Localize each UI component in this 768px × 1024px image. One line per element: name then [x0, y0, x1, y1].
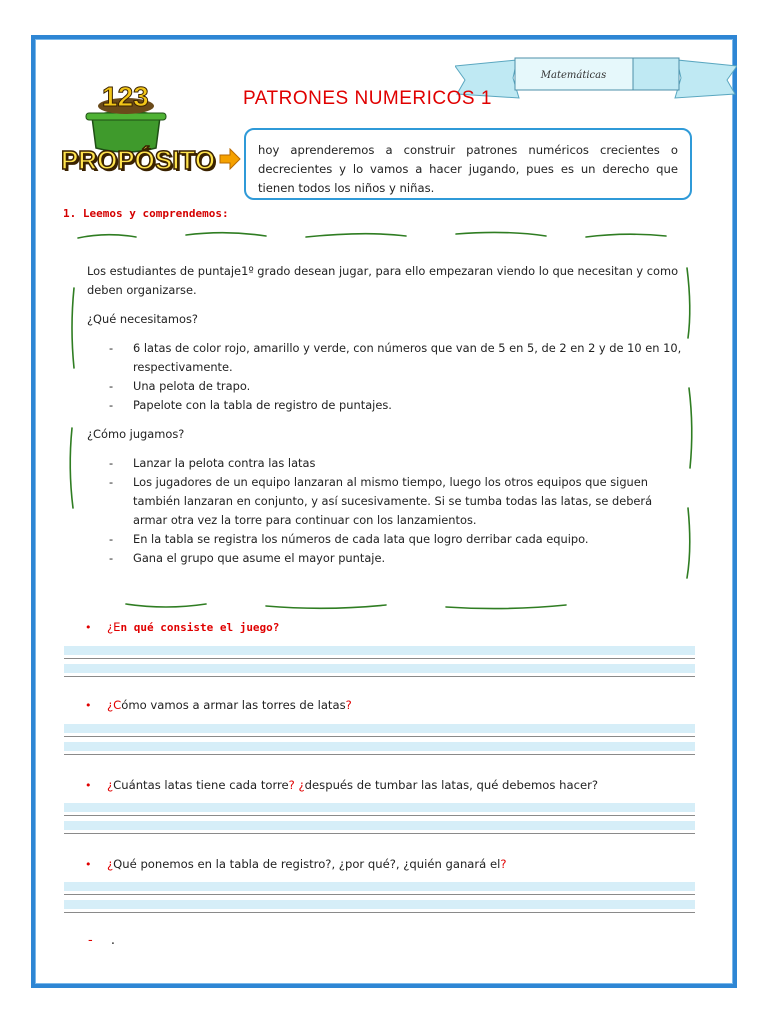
bullet-icon: • — [85, 699, 92, 712]
reading-text — [87, 262, 684, 578]
list-item: - Gana el grupo que asume el mayor puntaje. — [109, 551, 386, 565]
need-list — [87, 339, 684, 415]
answer-lines-3[interactable] — [64, 803, 695, 839]
arrow-right-icon — [219, 148, 241, 170]
final-dash: - — [88, 933, 93, 948]
purpose-box: hoy aprenderemos a construir patrones numéricos crecientes o decrecientes y lo vamos a hacer jugando, pues es un derecho que tienen todos los niños y niñas. — [244, 128, 692, 200]
section-heading: 1. Leemos y comprendemos: — [63, 207, 229, 220]
list-item: - En la tabla se registra los números de cada lata que logro derribar cada equipo. — [109, 532, 589, 546]
list-item: - Lanzar la pelota contra las latas — [109, 456, 316, 470]
bullet-icon: • — [85, 858, 92, 871]
list-item: - 6 latas de color rojo, amarillo y verde, con números que van de 5 en 5, de 2 en 2 y de 10 en 10, respectivamente. — [109, 341, 682, 374]
need-question: ¿Qué necesitamos? — [87, 312, 198, 326]
list-item: - Los jugadores de un equipo lanzaran al mismo tiempo, luego los otros equipos que siguen también lanzaran en conjunto, y así sucesivamente. Si se tumba todas las latas, se deberá armar otra vez la torre para continuar con los lanzamientos. — [109, 475, 653, 527]
play-question: ¿Cómo jugamos? — [87, 427, 185, 441]
question-3: • ¿Cuántas latas tiene cada torre? ¿después de tumbar las latas, qué debemos hacer? — [85, 778, 598, 792]
list-item: - Una pelota de trapo. — [109, 379, 251, 393]
answer-lines-4[interactable] — [64, 882, 695, 918]
final-item — [88, 933, 115, 948]
list-item: - Papelote con la tabla de registro de puntajes. — [109, 398, 392, 412]
final-dot: . — [110, 933, 115, 948]
question-4: • ¿Qué ponemos en la tabla de registro?, ¿por qué?, ¿quién ganará el? — [85, 857, 507, 871]
bullet-icon: • — [85, 779, 92, 792]
subject-label: Matemáticas — [540, 69, 607, 81]
question-2: • ¿Cómo vamos a armar las torres de latas? — [85, 698, 352, 712]
question-1: • ¿En qué consiste el juego? — [85, 620, 280, 634]
answer-lines-2[interactable] — [64, 724, 695, 760]
play-list — [87, 454, 684, 568]
logo-digits: 123 — [102, 81, 149, 112]
answer-lines-1[interactable] — [64, 646, 695, 682]
bullet-icon: • — [85, 621, 92, 634]
proposito-word: PROPÓSITO — [60, 144, 216, 175]
page-title: PATRONES NUMERICOS 1 — [243, 88, 492, 109]
reading-intro: Los estudiantes de puntaje1º grado desean jugar, para ello empezaran viendo lo que necesitan y como deben organizarse. — [87, 264, 679, 297]
